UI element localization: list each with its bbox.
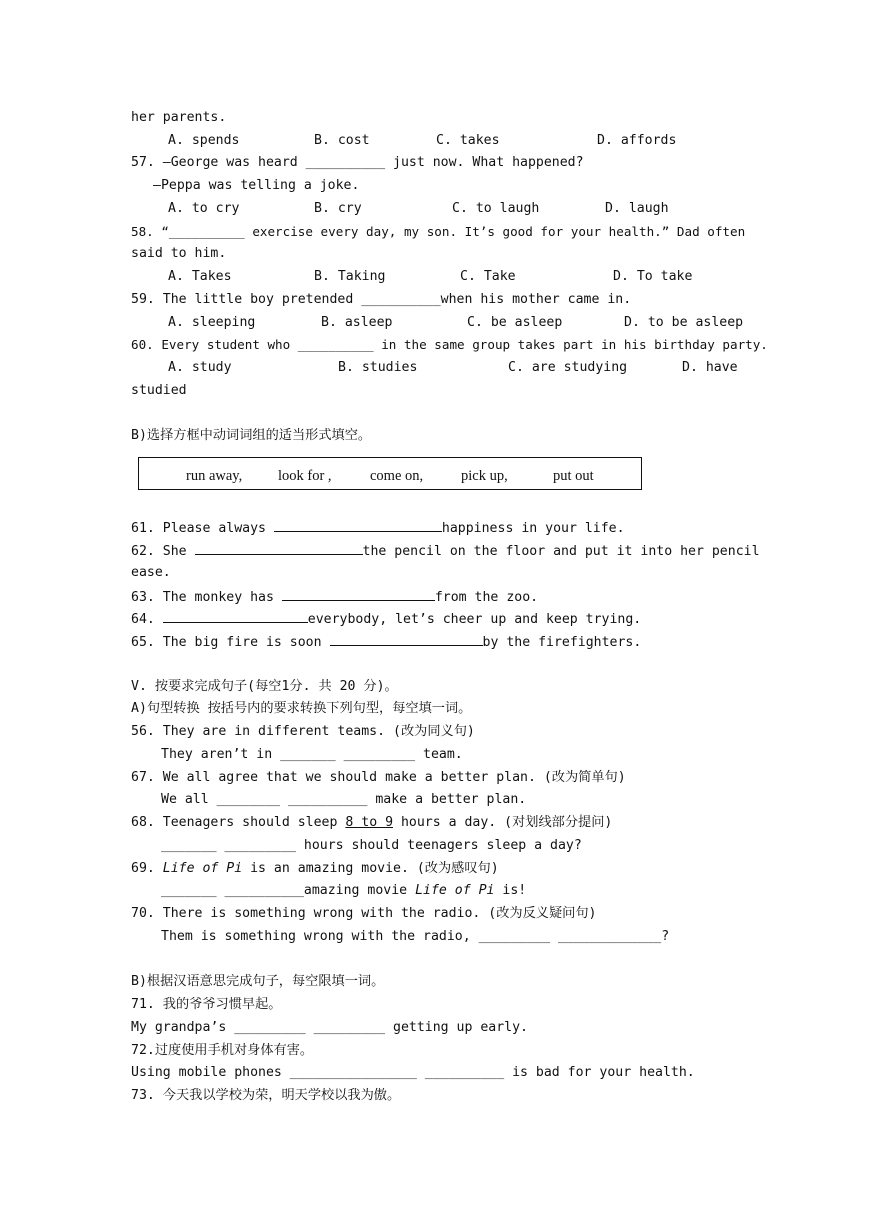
- q69-answer-title: Life of Pi: [415, 883, 495, 898]
- q69-answer-lead: _______ __________amazing movie: [161, 883, 416, 898]
- q59-option-b: B. asleep: [321, 315, 393, 330]
- q64-lead: 64.: [131, 612, 163, 627]
- q66-question: 56. They are in different teams. (改为同义句): [131, 724, 475, 739]
- q59-option-d: D. to be asleep: [624, 315, 744, 330]
- q60-option-d-cont: studied: [131, 383, 187, 398]
- q71-english: My grandpa’s _________ _________ getting up early.: [131, 1020, 528, 1035]
- q65-lead: 65. The big fire is soon: [131, 635, 330, 650]
- q58-question-cont: said to him.: [131, 246, 227, 261]
- q60-option-a: A. study: [168, 360, 232, 375]
- q62-rest: the pencil on the floor and put it into her pencil: [362, 544, 760, 559]
- q69-answer: [161, 882, 526, 900]
- q60-option-c: C. are studying: [508, 360, 628, 375]
- q63-lead: 63. The monkey has: [131, 590, 282, 605]
- q58-question: 58. “__________ exercise every day, my son. It’s good for your health.” Dad often: [131, 224, 746, 239]
- q73-chinese: 73. 今天我以学校为荣，明天学校以我为傲。: [131, 1088, 401, 1103]
- q58-option-c: C. Take: [460, 269, 516, 284]
- q65-rest: by the firefighters.: [482, 635, 642, 650]
- q59-option-a: A. sleeping: [168, 315, 256, 330]
- q57-option-d: D. laugh: [605, 201, 669, 216]
- q56-tail: her parents.: [131, 110, 227, 125]
- q57-reply: —Peppa was telling a joke.: [153, 178, 360, 193]
- q65: [131, 632, 641, 652]
- q70-answer: Them is something wrong with the radio, _________ _____________?: [161, 929, 670, 944]
- q68-rest: hours a day. (对划线部分提问): [393, 815, 613, 830]
- q66-answer: They aren’t in _______ _________ team.: [161, 747, 463, 762]
- phrase-item: come on,: [370, 468, 424, 484]
- q61: [131, 518, 625, 538]
- phrase-item: pick up,: [461, 468, 508, 484]
- q62-lead: 62. She: [131, 544, 195, 559]
- q60-option-d: D. have: [682, 360, 738, 375]
- q72-english: Using mobile phones ________________ __________ is bad for your health.: [131, 1065, 695, 1080]
- q60-question: 60. Every student who __________ in the same group takes part in his birthday party.: [131, 337, 768, 352]
- answer-blank[interactable]: [163, 609, 308, 623]
- q60-option-b: B. studies: [338, 360, 418, 375]
- answer-blank[interactable]: [274, 518, 442, 532]
- q68-answer: _______ _________ hours should teenagers sleep a day?: [161, 838, 582, 853]
- phrase-item: look for ,: [278, 468, 332, 484]
- q58-option-d: D. To take: [613, 269, 693, 284]
- section-b-heading: B)选择方框中动词词组的适当形式填空。: [131, 428, 372, 443]
- q57-question: 57. —George was heard __________ just now. What happened?: [131, 155, 584, 170]
- answer-blank[interactable]: [330, 632, 483, 646]
- q57-option-a: A. to cry: [168, 201, 240, 216]
- q58-option-a: A. Takes: [168, 269, 232, 284]
- q67-question: 67. We all agree that we should make a better plan. (改为简单句): [131, 770, 626, 785]
- q68-lead: 68. Teenagers should sleep: [131, 815, 346, 830]
- section-v-heading: V. 按要求完成句子(每空1分. 共 20 分)。: [131, 679, 398, 694]
- q64-rest: everybody, let’s cheer up and keep trying.: [307, 612, 642, 627]
- q70-question: 70. There is something wrong with the radio. (改为反义疑问句): [131, 906, 597, 921]
- section-v-b-heading: B)根据汉语意思完成句子，每空限填一词。: [131, 974, 385, 989]
- q68-question: [131, 814, 612, 832]
- answer-blank[interactable]: [282, 587, 435, 601]
- q68-underlined-part: 8 to 9: [345, 815, 394, 830]
- q61-lead: 61. Please always: [131, 521, 274, 536]
- q69-answer-rest: is!: [494, 883, 527, 898]
- q69-lead: 69.: [131, 861, 163, 876]
- q69-rest: is an amazing movie. (改为感叹句): [242, 861, 499, 876]
- q59-option-c: C. be asleep: [467, 315, 563, 330]
- phrase-item: run away,: [186, 468, 243, 484]
- q69-question: [131, 860, 499, 878]
- q57-option-c: C. to laugh: [452, 201, 540, 216]
- q56-option-b: B. cost: [314, 133, 370, 148]
- q57-option-b: B. cry: [314, 201, 362, 216]
- q61-rest: happiness in your life.: [441, 521, 625, 536]
- q63-rest: from the zoo.: [434, 590, 539, 605]
- q58-option-b: B. Taking: [314, 269, 386, 284]
- q64: [131, 609, 641, 629]
- q63: [131, 587, 538, 607]
- q56-option-c: C. takes: [436, 133, 500, 148]
- q59-question: 59. The little boy pretended __________when his mother came in.: [131, 292, 632, 307]
- q71-chinese: 71. 我的爷爷习惯早起。: [131, 997, 282, 1012]
- q69-title: Life of Pi: [162, 861, 243, 876]
- q62-cont: ease.: [131, 565, 171, 580]
- q62: [131, 541, 760, 561]
- q72-chinese: 72.过度使用手机对身体有害。: [131, 1043, 314, 1058]
- q56-option-d: D. affords: [597, 133, 677, 148]
- section-v-a-heading: A)句型转换 按括号内的要求转换下列句型，每空填一词。: [131, 701, 472, 716]
- q67-answer: We all ________ __________ make a better plan.: [161, 792, 527, 807]
- phrase-item: put out: [553, 468, 594, 484]
- answer-blank[interactable]: [195, 541, 363, 555]
- q56-option-a: A. spends: [168, 133, 240, 148]
